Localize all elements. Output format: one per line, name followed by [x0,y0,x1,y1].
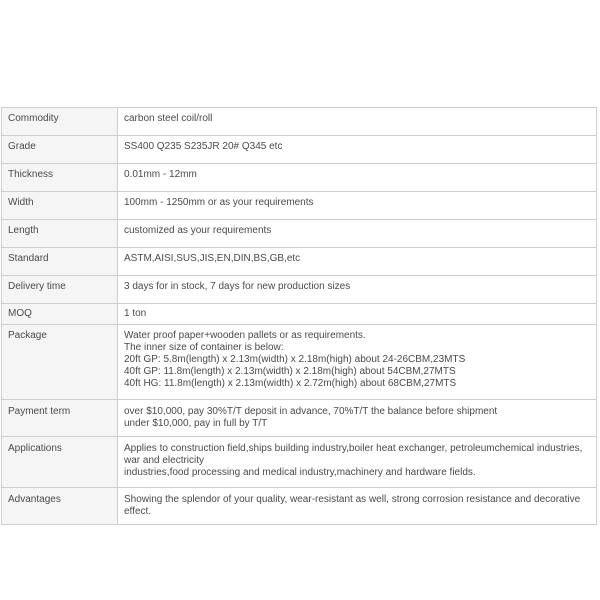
row-value-applications [118,437,597,488]
row-value-standard [118,248,597,276]
value-line: 1 ton [124,308,147,319]
row-value-length [118,220,597,248]
value-line: Applies to construction field,ships building industry,boiler heat exchanger, petroleumchemical industries, war and electricity [124,443,583,466]
row-value-payment-term [118,400,597,437]
value-line: under $10,000, pay in full by T/T [124,418,268,429]
row-label-grade: Grade [2,136,118,164]
row-value-moq [118,304,597,325]
row-label-package: Package [2,325,118,400]
value-line: 0.01mm - 12mm [124,169,197,180]
table-row [2,276,597,304]
table-row [2,220,597,248]
value-line: 3 days for in stock, 7 days for new production sizes [124,281,351,292]
spec-table [1,107,597,525]
value-line: 100mm - 1250mm or as your requirements [124,197,314,208]
row-value-delivery-time [118,276,597,304]
row-label-moq: MOQ [2,304,118,325]
table-row [2,400,597,437]
row-value-package [118,325,597,400]
value-line: 20ft GP: 5.8m(length) x 2.13m(width) x 2.18m(high) about 24-26CBM,23MTS [124,354,466,365]
row-label-thickness: Thickness [2,164,118,192]
row-label-delivery-time: Delivery time [2,276,118,304]
row-value-commodity [118,108,597,136]
value-line: 40ft HG: 11.8m(length) x 2.13m(width) x 2.72m(high) about 68CBM,27MTS [124,378,457,389]
value-line: Showing the splendor of your quality, wear-resistant as well, strong corrosion resistance and decorative effect. [124,494,581,517]
row-label-applications: Applications [2,437,118,488]
row-label-length: Length [2,220,118,248]
table-row [2,192,597,220]
row-label-payment-term: Payment term [2,400,118,437]
table-row [2,488,597,525]
table-row [2,164,597,192]
table-row [2,325,597,400]
value-line: Water proof paper+wooden pallets or as requirements. [124,330,366,341]
table-row [2,304,597,325]
row-value-width [118,192,597,220]
value-line: SS400 Q235 S235JR 20# Q345 etc [124,141,283,152]
table-row [2,437,597,488]
value-line: industries,food processing and medical industry,machinery and hardware fields. [124,467,476,478]
value-line: The inner size of container is below: [124,342,284,353]
value-line: over $10,000, pay 30%T/T deposit in advance, 70%T/T the balance before shipment [124,406,498,417]
row-label-standard: Standard [2,248,118,276]
table-row [2,108,597,136]
table-row [2,136,597,164]
value-line: carbon steel coil/roll [124,113,213,124]
row-value-thickness [118,164,597,192]
table-row [2,248,597,276]
row-label-commodity: Commodity [2,108,118,136]
value-line: customized as your requirements [124,225,272,236]
value-line: 40ft GP: 11.8m(length) x 2.13m(width) x 2.18m(high) about 54CBM,27MTS [124,366,456,377]
row-value-grade [118,136,597,164]
value-line: ASTM,AISI,SUS,JIS,EN,DIN,BS,GB,etc [124,253,301,264]
row-value-advantages [118,488,597,525]
row-label-width: Width [2,192,118,220]
row-label-advantages: Advantages [2,488,118,525]
